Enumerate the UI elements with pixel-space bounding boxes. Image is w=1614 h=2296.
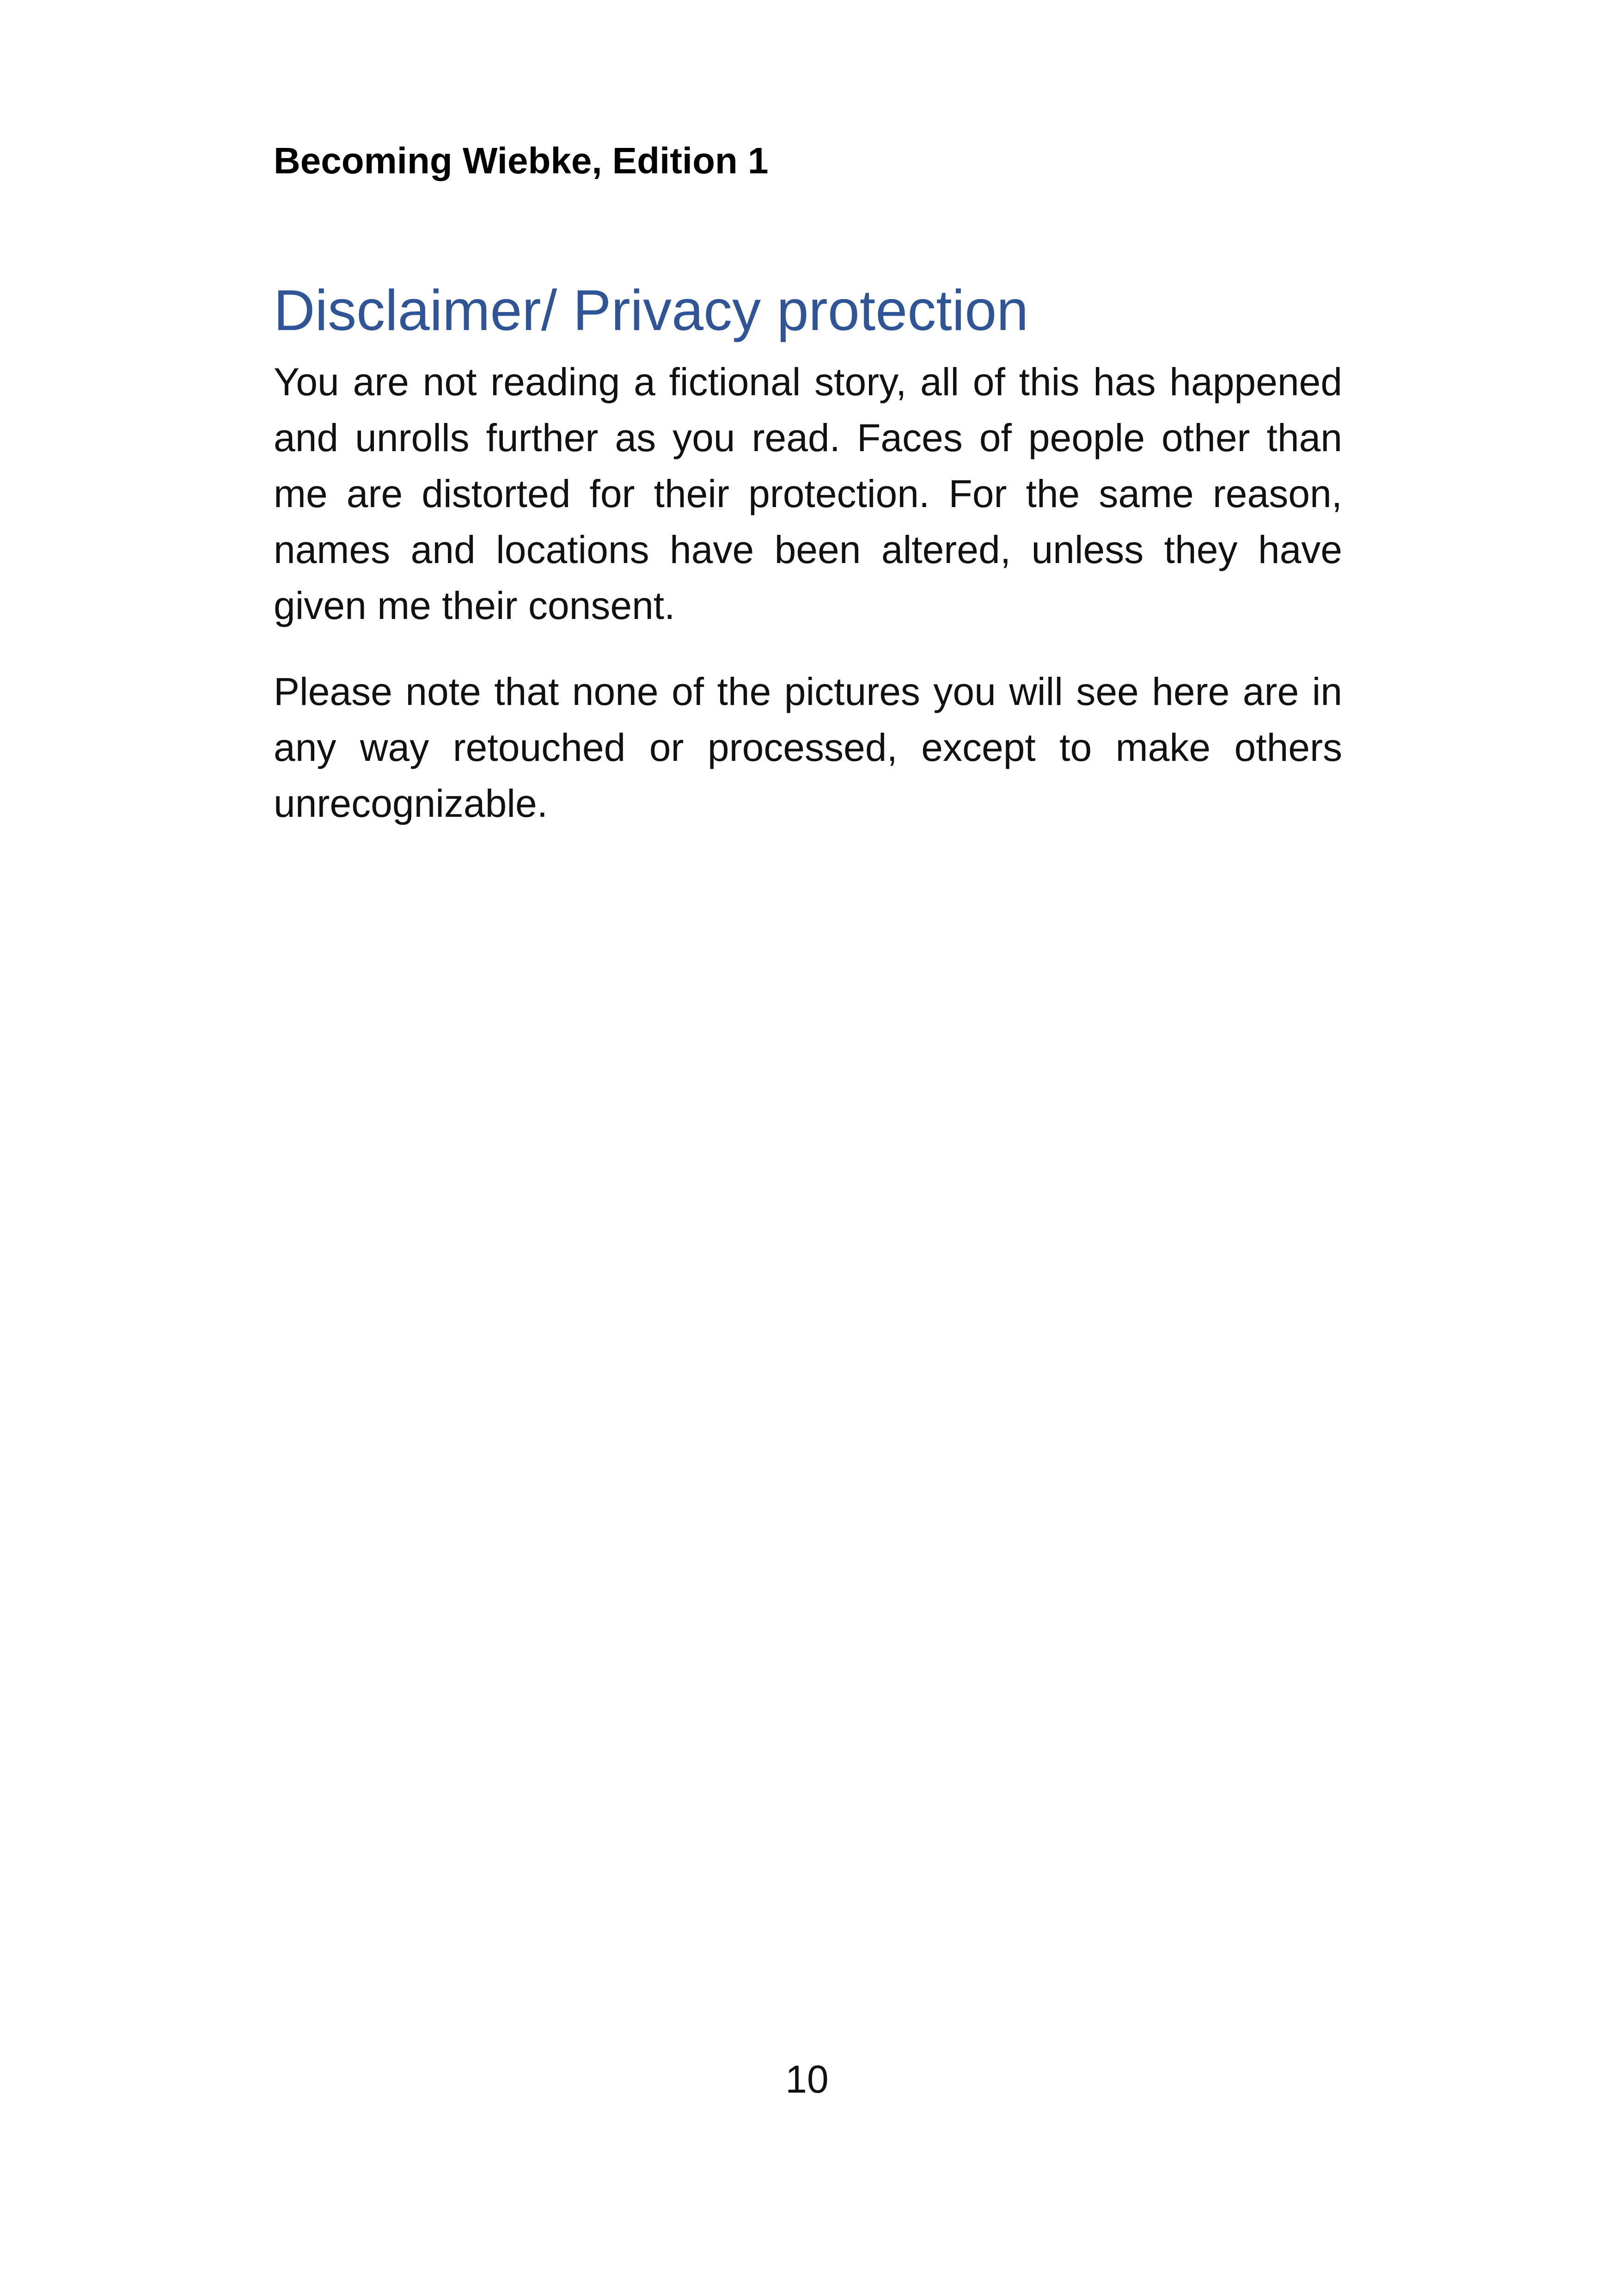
body-paragraph: Please note that none of the pictures you will see here are in any way retouched or processed, except to make others unrecognizable.: [274, 670, 1342, 825]
section-heading: Disclaimer/ Privacy protection: [274, 279, 1029, 343]
page-number: 10: [785, 2057, 829, 2101]
running-header: Becoming Wiebke, Edition 1: [274, 140, 769, 181]
body-paragraph: You are not reading a fictional story, all of this has happened and unrolls further as you read. Faces of people other than me are distorted for their protection. For the same reason, names and locations have been altered, unless they have given me their consent.: [274, 360, 1342, 627]
